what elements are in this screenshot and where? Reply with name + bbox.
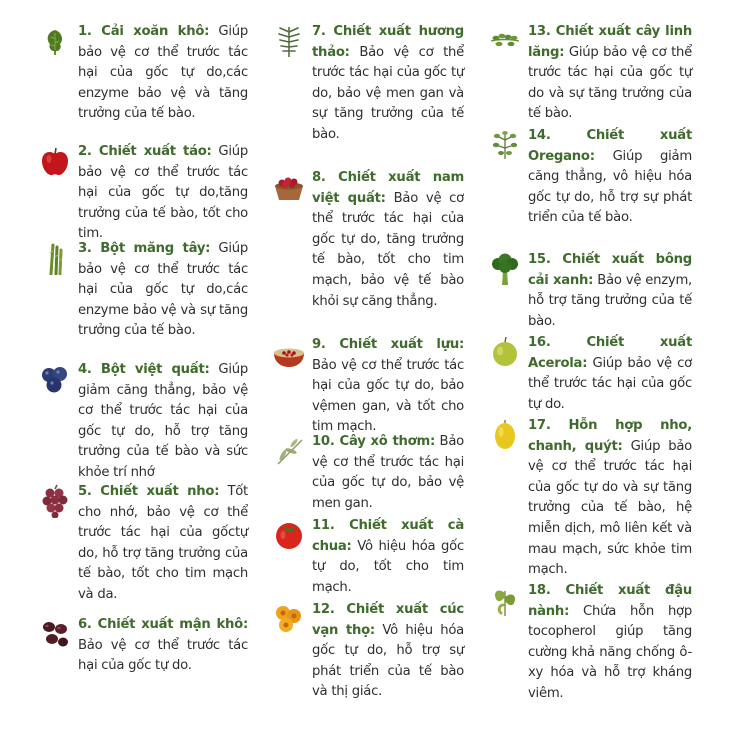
ingredient-title: 15. Chiết xuất bông cải xanh: (528, 252, 692, 288)
acerola-icon (488, 335, 522, 369)
ingredient-title: 10. Cây xô thơm: (312, 434, 436, 449)
ingredient-title: 11. Chiết xuất cà chua: (312, 518, 464, 554)
ingredient-description: Giúp bảo vệ cơ thể trước tác hại của gốc tự do và sự tăng trưởng của tế bào, hệ miễn dịch, mô liên kết và mau mạch, sức khỏe tim mạch. (528, 438, 692, 578)
ingredient-description: Bảo vệ cơ thể trước tác hại của gốc tự do. (78, 637, 248, 674)
ingredient-description: Bảo vệ enzym, hỗ trợ tăng trưởng của tế bào. (528, 272, 692, 329)
column-2 (272, 22, 465, 700)
ingredient-description: Giúp bảo vệ cơ thể trước tác hại của gốc tự do,các enzyme bảo vệ và sự tăng trưởng của tế bào. (78, 241, 248, 339)
ingredient-item-5 (38, 482, 248, 615)
column-3 (488, 22, 692, 701)
ingredient-description: Giúp bảo vệ cơ thể trước tác hại của gốc tự do,tăng trưởng của tế bào, tốt cho tim. (78, 144, 248, 242)
soybean-icon (488, 583, 522, 617)
ingredient-item-10 (272, 432, 464, 516)
ingredient-item-17 (488, 416, 692, 581)
ingredient-item-16 (488, 333, 692, 416)
alfalfa-icon (488, 24, 522, 58)
ingredient-title: 4. Bột việt quất: (78, 362, 210, 377)
sage-icon (272, 434, 306, 468)
ingredient-description: Vô hiệu hóa gốc tự do, hỗ trợ sự phát triển của tế bào và thị giác. (312, 622, 464, 700)
asparagus-icon (38, 241, 72, 275)
ingredient-item-6 (38, 615, 248, 695)
ingredient-description: Bảo vệ cơ thể trước tác hại của gốc tự do, bảo vệmen gan, và tốt cho tim mạch. (312, 357, 464, 435)
ingredient-description: Bảo vệ cơ thể trước tác hại của gốc tự do, tăng trưởng tế bào, tốt cho tim mạch, bảo vệ tế bào khỏi sự căng thẳng. (312, 190, 465, 309)
ingredient-description: Vô hiệu hóa gốc tự do, tốt cho tim mạch. (312, 538, 464, 595)
pomegranate-icon (272, 337, 306, 371)
ingredient-item-7 (272, 22, 464, 168)
ingredient-item-3 (38, 239, 248, 360)
ingredient-description: Giúp bảo vệ cơ thể trước tác hại của gốc tự do,các enzyme bảo vệ và tăng trưởng của tế bào. (78, 24, 248, 122)
prune-icon (38, 617, 72, 651)
ingredient-description: Bảo vệ cơ thể trước tác hại của gốc tự do, bảo vệ men gan. (312, 434, 464, 511)
ingredient-item-12 (272, 600, 464, 700)
kale-icon (38, 24, 72, 58)
ingredient-title: 2. Chiết xuất táo: (78, 144, 212, 159)
blueberry-icon (38, 362, 72, 396)
ingredient-description: Bảo vệ cơ thể trước tác hại của gốc tự do, bảo vệ men gan và sự tăng trưởng của tế bào. (312, 44, 464, 142)
ingredient-description: Giúp giảm căng thẳng, bảo vệ cơ thể trước tác hại của gốc tự do, hỗ trợ tăng trưởng của tế bào và sức khỏe trí nhớ (78, 362, 248, 480)
ingredient-description: Tốt cho nhớ, bảo vệ cơ thể trước tác hại của gốctự do, hỗ trợ tăng trưởng của tế bào, tốt cho tim mạch và da. (78, 484, 248, 602)
lemon-icon (488, 418, 522, 452)
broccoli-icon (488, 252, 522, 286)
column-1 (38, 22, 248, 695)
ingredient-item-11 (272, 516, 464, 600)
rosemary-icon (272, 24, 306, 58)
ingredient-title: 9. Chiết xuất lựu: (312, 337, 464, 352)
ingredient-item-13 (488, 22, 692, 126)
ingredient-description: Giúp bảo vệ cơ thể trước tác hại của gốc tự do. (528, 355, 692, 412)
oregano-icon (488, 128, 522, 162)
ingredient-title: 7. Chiết xuất hương thảo: (312, 24, 464, 60)
ingredient-title: 8. Chiết xuất nam việt quất: (312, 170, 464, 206)
ingredient-item-8 (272, 168, 464, 335)
grape-icon (38, 484, 72, 518)
marigold-icon (272, 602, 306, 636)
ingredient-title: 16. Chiết xuất Acerola: (528, 335, 692, 371)
ingredient-item-4 (38, 360, 248, 482)
cranberry-icon (272, 170, 306, 204)
ingredient-title: 18. Chiết xuất đậu nành: (528, 583, 692, 619)
ingredient-item-9 (272, 335, 464, 435)
ingredient-title: 13. Chiết xuất cây linh lăng: (528, 24, 692, 60)
ingredient-title: 3. Bột măng tây: (78, 241, 211, 256)
tomato-icon (272, 518, 306, 552)
ingredient-title: 5. Chiết xuất nho: (78, 484, 220, 499)
ingredient-item-14 (488, 126, 692, 250)
ingredient-item-18 (488, 581, 692, 701)
ingredient-title: 1. Cải xoăn khô: (78, 24, 210, 39)
ingredient-description: Chứa hỗn hợp tocopherol giúp tăng cường khả năng chống ô-xy hóa và hỗ trợ kháng viêm. (528, 603, 692, 701)
apple-icon (38, 144, 72, 178)
ingredient-title: 17. Hỗn hợp nho, chanh, quýt: (528, 418, 692, 454)
ingredient-title: 6. Chiết xuất mận khô: (78, 617, 248, 632)
ingredient-item-15 (488, 250, 692, 333)
ingredient-description: Giúp bảo vệ cơ thể trước tác hại của gốc tự do và sự tăng trưởng của tế bào. (528, 44, 692, 122)
ingredient-description: Giúp giảm căng thẳng, vô hiệu hóa gốc tự do, hỗ trợ sự phát triển của tế bào. (528, 148, 692, 226)
ingredient-title: 12. Chiết xuất cúc vạn thọ: (312, 602, 464, 638)
ingredient-title: 14. Chiết xuất Oregano: (528, 128, 692, 164)
ingredient-item-1 (38, 22, 248, 142)
ingredient-item-2 (38, 142, 248, 242)
